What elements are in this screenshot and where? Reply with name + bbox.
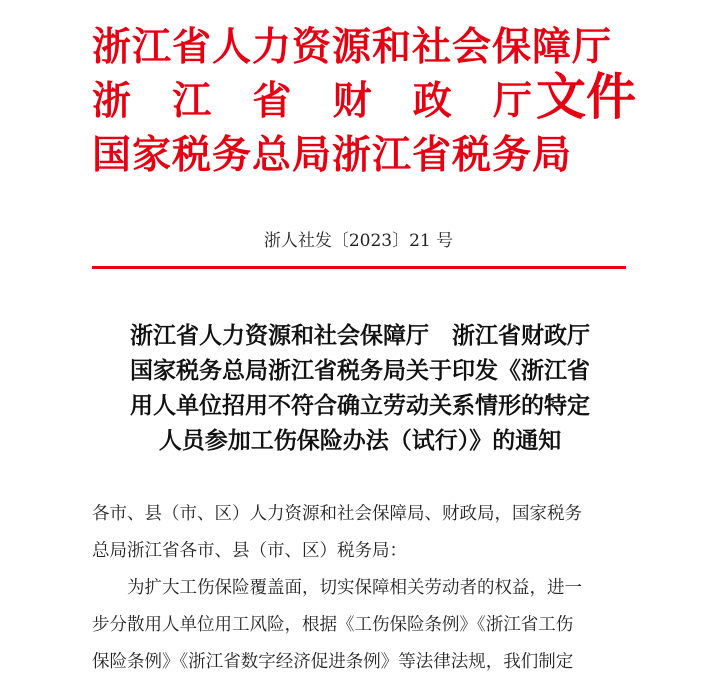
issuer-finance-char: 政 bbox=[412, 78, 452, 124]
title-line: 人员参加工伤保险办法（试行）》的通知 bbox=[158, 427, 562, 454]
paragraph-line: 保险条例》《浙江省数字经济促进条例》等法律法规，我们制定 bbox=[92, 652, 574, 672]
issuer-finance-char: 财 bbox=[332, 78, 372, 124]
paragraph-line: 为扩大工伤保险覆盖面，切实保障相关劳动者的权益，进一 bbox=[127, 578, 582, 598]
issuer-finance-char: 省 bbox=[252, 78, 292, 124]
issuer-finance-char: 浙 bbox=[92, 78, 132, 124]
red-divider-line bbox=[92, 266, 626, 269]
issuer-finance-char: 江 bbox=[172, 78, 212, 124]
notice-title bbox=[60, 318, 660, 458]
document-label: 文件 bbox=[536, 67, 636, 126]
title-line: 国家税务总局浙江省税务局关于印发《浙江省 bbox=[130, 357, 590, 384]
addressee-line: 总局浙江省各市、县（市、区）税务局： bbox=[92, 541, 407, 561]
addressee-line: 各市、县（市、区）人力资源和社会保障局、财政局，国家税务 bbox=[92, 504, 582, 524]
issuer-finance-department bbox=[92, 78, 532, 124]
issuer-finance-char: 厅 bbox=[492, 78, 532, 124]
notice-body bbox=[92, 496, 632, 681]
issuer-tax-bureau: 国家税务总局浙江省税务局 bbox=[92, 132, 573, 178]
issuer-hrss-department: 浙江省人力资源和社会保障厅 bbox=[92, 24, 613, 70]
document-number: 浙人社发〔2023〕21 号 bbox=[263, 231, 454, 251]
title-line: 用人单位招用不符合确立劳动关系情形的特定 bbox=[130, 392, 590, 419]
paragraph-line: 步分散用人单位用工风险，根据《工伤保险条例》《浙江省工伤 bbox=[92, 615, 574, 635]
title-line: 浙江省人力资源和社会保障厅 浙江省财政厅 bbox=[130, 322, 590, 349]
